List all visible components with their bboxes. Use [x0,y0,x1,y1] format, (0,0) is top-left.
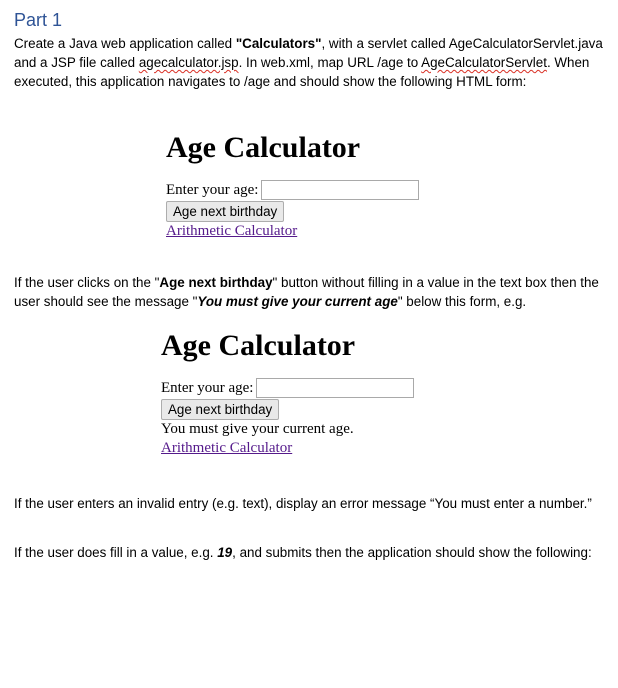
example-age-value: 19 [217,545,233,560]
servlet-name: AgeCalculatorServlet [421,55,547,70]
instructions-paragraph-2 [14,273,604,311]
text-span: , with a servlet called AgeCalculatorServlet.java and a JSP file called [14,36,603,70]
validation-message: You must give your current age. [161,421,354,437]
age-next-birthday-button[interactable]: Age next birthday [166,201,284,222]
age-input[interactable] [261,180,419,200]
form-title: Age Calculator [166,131,361,164]
error-message-reference: You must give your current age [197,294,398,309]
age-next-birthday-button[interactable]: Age next birthday [161,399,279,420]
text-span: " below this form, e.g. [397,294,527,309]
age-calculator-form-example-1 [166,128,419,241]
arithmetic-calculator-link[interactable]: Arithmetic Calculator [161,440,293,456]
text-span: , and submits then the application should show the following: [232,545,592,560]
instructions-paragraph-4 [14,543,604,562]
instructions-paragraph-1 [14,34,604,91]
instructions-paragraph-3: If the user enters an invalid entry (e.g. text), display an error message “You must enter a number.” [14,496,592,511]
button-reference: Age next birthday [159,275,273,290]
text-span: Create a Java web application called [14,36,236,51]
text-span: . When executed, this application navigates to /age and should show the following HTML form: [14,55,590,89]
age-label: Enter your age: [161,380,254,396]
age-input[interactable] [256,378,414,398]
age-label: Enter your age: [166,182,259,198]
age-input-row [166,180,419,200]
age-input-row [161,378,414,398]
text-span: " button without filling in a value in the text box then the user should see the message " [14,275,599,309]
project-name: "Calculators" [235,36,322,51]
form-title: Age Calculator [161,329,356,362]
text-span: If the user clicks on the " [14,275,160,290]
text-span: If the user does fill in a value, e.g. [14,545,218,560]
section-heading: Part 1 [14,10,63,30]
age-calculator-form-example-2 [161,326,414,458]
jsp-filename: agecalculator.jsp [138,55,239,70]
text-span: . In web.xml, map URL /age to [238,55,422,70]
arithmetic-calculator-link[interactable]: Arithmetic Calculator [166,223,298,239]
